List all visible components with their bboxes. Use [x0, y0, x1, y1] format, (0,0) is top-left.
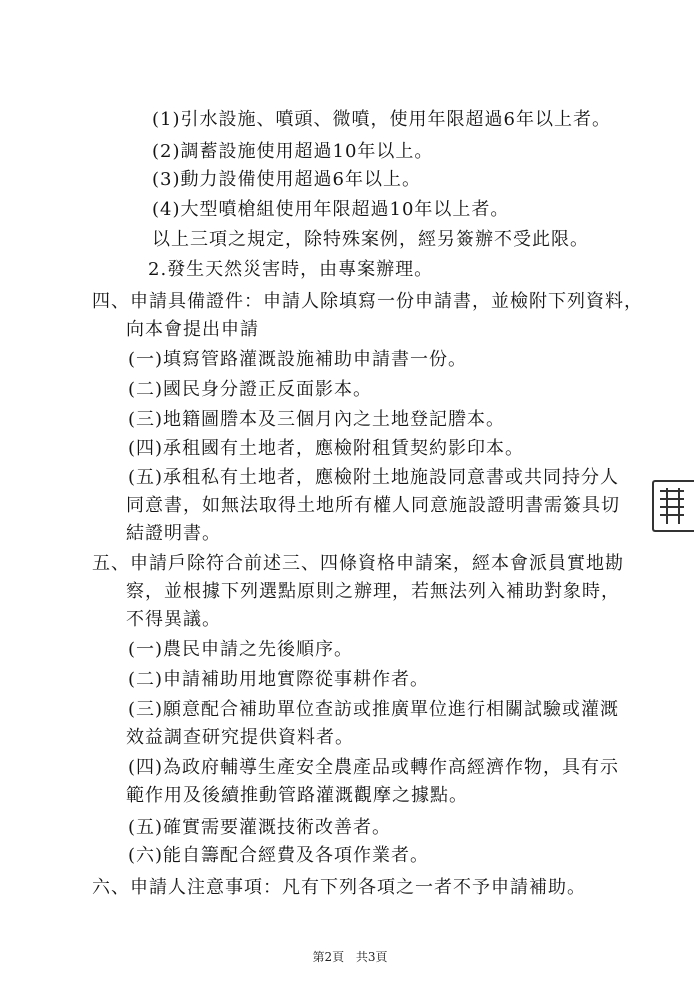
section-heading: 四、申請具備證件：申請人除填寫一份申請書，並檢附下列資料，	[92, 291, 643, 312]
text-line: (六)能自籌配合經費及各項作業者。	[128, 845, 430, 866]
text-line: (一)填寫管路灌溉設施補助申請書一份。	[128, 349, 468, 370]
text-line: 以上三項之規定，除特殊案例，經另簽辦不受此限。	[152, 229, 589, 250]
text-line: 效益調查研究提供資料者。	[126, 727, 354, 748]
text-line: 向本會提出申請	[126, 319, 259, 340]
text-line: (3)動力設備使用超過6年以上。	[152, 169, 421, 190]
page-footer	[0, 948, 700, 965]
text-line: 範作用及後續推動管路灌溉觀摩之據點。	[126, 785, 468, 806]
text-line: (一)農民申請之先後順序。	[128, 639, 354, 660]
text-line: (五)承租私有土地者，應檢附土地施設同意書或共同持分人	[128, 467, 620, 488]
text-line: (1)引水設施、噴頭、微噴，使用年限超過6年以上者。	[152, 109, 611, 130]
text-line: 察，並根據下列選點原則之辦理，若無法列入補助對象時，	[126, 581, 620, 602]
text-line: 2.發生天然災害時，由專案辦理。	[148, 259, 434, 280]
text-line: (2)調蓄設施使用超過10年以上。	[152, 141, 434, 162]
text-line: 同意書，如無法取得土地所有權人同意施設證明書需簽具切	[126, 495, 620, 516]
text-line: (四)為政府輔導生產安全農產品或轉作高經濟作物，具有示	[128, 757, 620, 778]
page-number: 第2頁	[312, 950, 345, 964]
text-line: (五)確實需要灌溉技術改善者。	[128, 817, 392, 838]
page-total: 共3頁	[355, 950, 388, 964]
text-line: 結證明書。	[126, 523, 221, 544]
text-line: (4)大型噴槍組使用年限超過10年以上者。	[152, 199, 510, 220]
text-line: 不得異議。	[126, 609, 221, 630]
text-line: (三)地籍圖謄本及三個月內之土地登記謄本。	[128, 409, 506, 430]
text-line: (二)國民身分證正反面影本。	[128, 379, 373, 400]
text-line: (三)願意配合補助單位查訪或推廣單位進行相關試驗或灌溉	[128, 699, 620, 720]
seal-stamp-icon	[652, 480, 694, 532]
section-heading: 五、申請戶除符合前述三、四條資格申請案，經本會派員實地勘	[92, 553, 624, 574]
text-line: (四)承租國有土地者，應檢附租賃契約影印本。	[128, 438, 525, 459]
section-heading: 六、申請人注意事項：凡有下列各項之一者不予申請補助。	[92, 877, 586, 898]
text-line: (二)申請補助用地實際從事耕作者。	[128, 669, 430, 690]
